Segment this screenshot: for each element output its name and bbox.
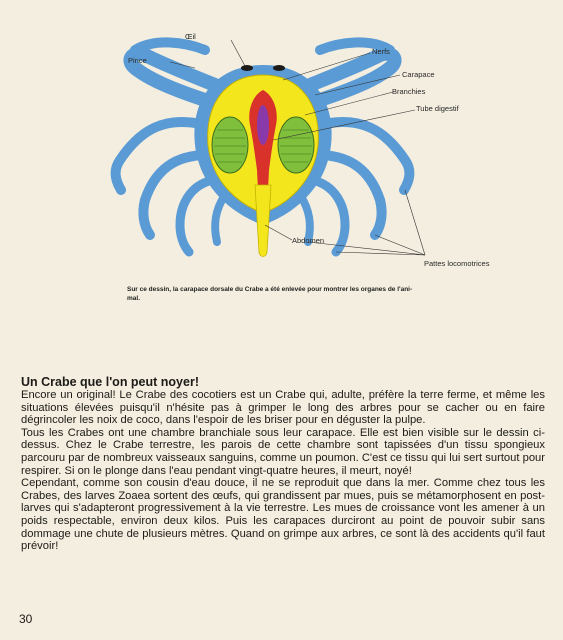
left-leg-2	[143, 155, 207, 235]
right-gill	[278, 117, 314, 173]
left-gill	[212, 117, 248, 173]
abdomen	[255, 185, 271, 257]
left-eye	[241, 65, 253, 71]
right-leg-2	[318, 155, 382, 235]
label-nerves: Nerfs	[372, 47, 390, 56]
article-title: Un Crabe que l'on peut noyer!	[21, 375, 199, 389]
caption-line-1: Sur ce dessin, la carapace dorsale du Crabe a été enlevée pour montrer les organes de l'ani-	[127, 286, 413, 293]
article-paragraph-3: Cependant, comme son cousin d'eau douce, il ne se reproduit que dans la mer. Comme chez tous les Crabes, des larves Zoaea sortent des œufs, qui grandissent par mues, puis se métamorphosent en post-larves qui s'adapteront progressivement à la vie terrestre. Les mues de croissance vont les amener à un poids respectable, environ deux kilos. Puis les carapaces durciront au point de pouvoir subir sans dommage une chute de plusieurs mètres. Quand on grimpe aux arbres, ce sont là des accidents qu'il faut prévoir!	[21, 477, 545, 553]
label-legs: Pattes locomotrices	[424, 259, 490, 268]
label-claw: Pince	[128, 56, 147, 65]
article-paragraph-1: Encore un original! Le Crabe des cocotiers est un Crabe qui, adulte, préfère la terre ferme, et même les situations élevées puisqu'il n'hésite pas à grimper le long des arbres pour se cacher ou en faire dégrincoler les noix de coco, dans l'espoir de les briser pour en déguster la pulpe.	[21, 389, 545, 427]
left-leg-4	[215, 195, 225, 242]
right-eye	[273, 65, 285, 71]
page-number: 30	[19, 612, 33, 626]
label-carapace: Carapace	[402, 70, 435, 79]
label-eye: Œil	[185, 32, 196, 41]
article	[21, 376, 545, 553]
crab-anatomy-illustration	[95, 20, 465, 260]
figure-caption	[127, 285, 447, 303]
label-abdomen: Abdomen	[292, 236, 325, 245]
label-digestive-tube: Tube digestif	[416, 104, 459, 113]
label-gills: Branchies	[392, 87, 426, 96]
left-leg-3	[180, 180, 213, 252]
caption-line-2: mal.	[127, 295, 141, 302]
article-paragraph-2: Tous les Crabes ont une chambre branchiale sous leur carapace. Elle est bien visible sur le dessin ci-dessus. Chez le Crabe terrestre, les parois de cette chambre sont tapissées d'un tissu spongieux parcouru par de nombreux vaisseaux sanguins, comme un poumon. C'est ce tissu qui lui sert surtout pour respirer. Si on le plonge dans l'eau pendant vingt-quatre heures, il meurt, noyé!	[21, 426, 545, 477]
